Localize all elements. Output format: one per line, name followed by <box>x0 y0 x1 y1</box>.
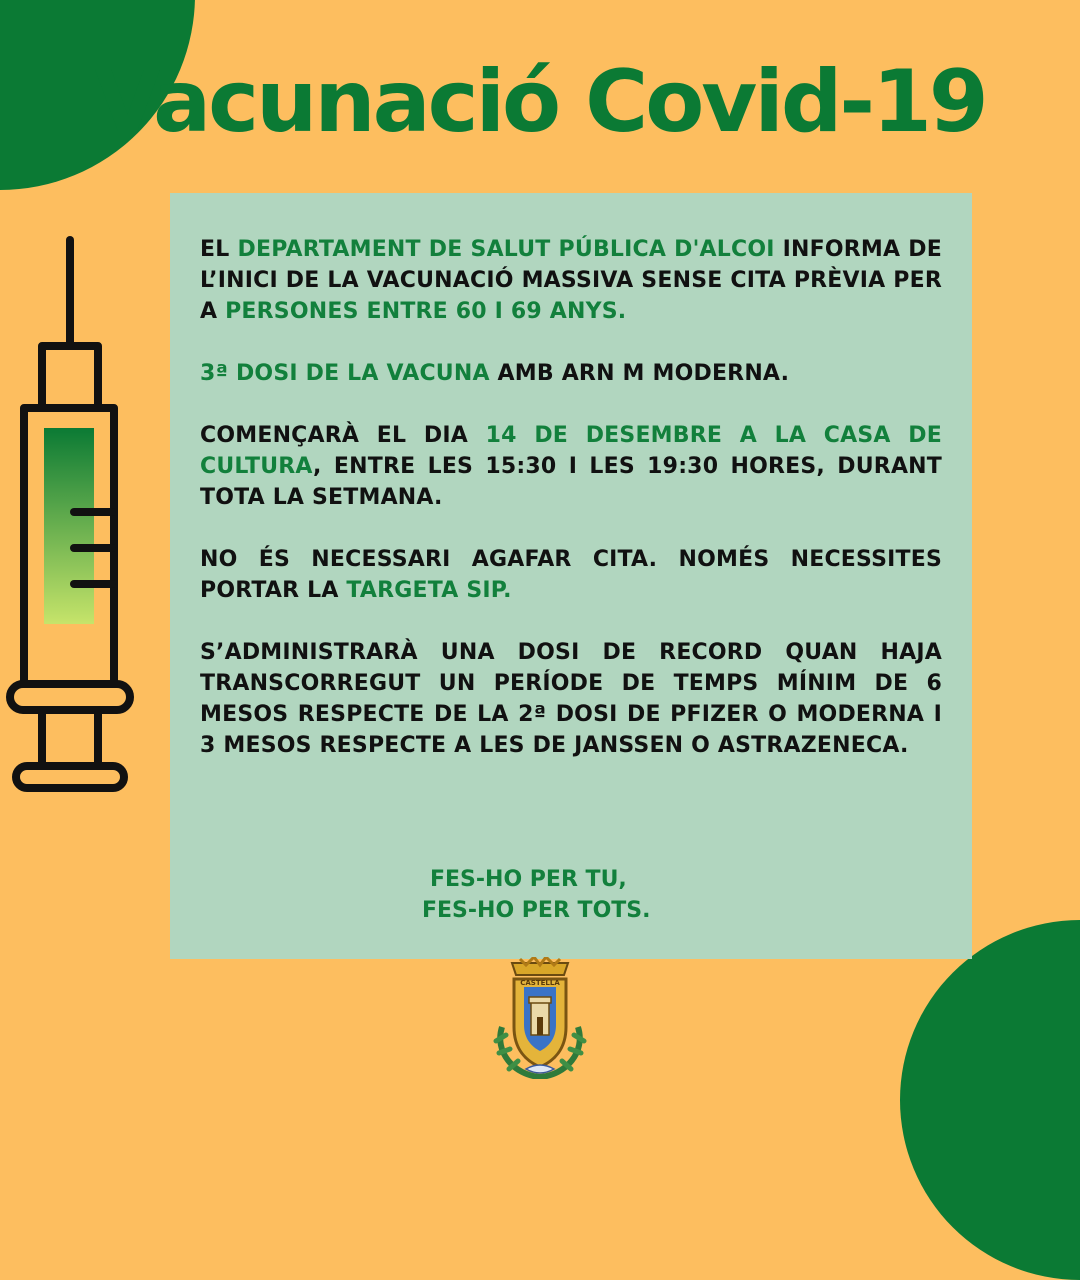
page-title: Vacunació Covid-19 <box>94 52 986 152</box>
syringe-icon <box>0 236 140 796</box>
logo-text: CASTELLA <box>520 979 560 987</box>
body-text: COMENÇARÀ EL DIA <box>200 423 486 448</box>
highlight-text: 3ª DOSI DE LA VACUNA <box>200 361 490 386</box>
town-coat-of-arms-icon <box>484 957 596 1079</box>
slogan-line-1: FES-HO PER TU, <box>430 867 627 892</box>
slogan <box>400 864 700 926</box>
body-text: S’ADMINISTRARÀ UNA DOSI DE RECORD QUAN HAJA TRANSCORREGUT UN PERÍODE DE TEMPS MÍNIM DE 6 MESOS RESPECTE DE LA 2ª DOSI DE PFIZER O MODERNA I 3 MESOS RESPECTE A LES DE JANSSEN O ASTRAZENECA. <box>200 640 942 758</box>
body-text: NO ÉS NECESSARI AGAFAR CITA. NOMÉS NECESSITES PORTAR LA <box>200 547 942 603</box>
body-text: , ENTRE LES 15:30 I LES 19:30 HORES, DURANT TOTA LA SETMANA. <box>200 454 942 510</box>
highlight-text: TARGETA SIP. <box>346 578 512 603</box>
body-text: EL <box>200 237 238 262</box>
body-text: INFORMA DE L’INICI DE LA VACUNACIÓ MASSIVA SENSE CITA PRÈVIA PER A <box>200 237 942 324</box>
body-text: AMB ARN M MODERNA. <box>489 361 790 386</box>
highlight-text: DEPARTAMENT DE SALUT PÚBLICA D'ALCOI <box>237 237 775 262</box>
corner-decoration-bottom-right <box>900 920 1080 1280</box>
paragraph-2 <box>200 358 942 389</box>
paragraph-5 <box>200 637 942 761</box>
highlight-text: 14 DE DESEMBRE A LA CASA DE CULTURA <box>200 423 942 479</box>
announcement-text <box>200 234 942 792</box>
highlight-text: PERSONES ENTRE 60 I 69 ANYS. <box>225 299 627 324</box>
paragraph-4 <box>200 544 942 606</box>
paragraph-1 <box>200 234 942 327</box>
paragraph-3 <box>200 420 942 513</box>
slogan-line-2: FES-HO PER TOTS. <box>422 898 651 923</box>
